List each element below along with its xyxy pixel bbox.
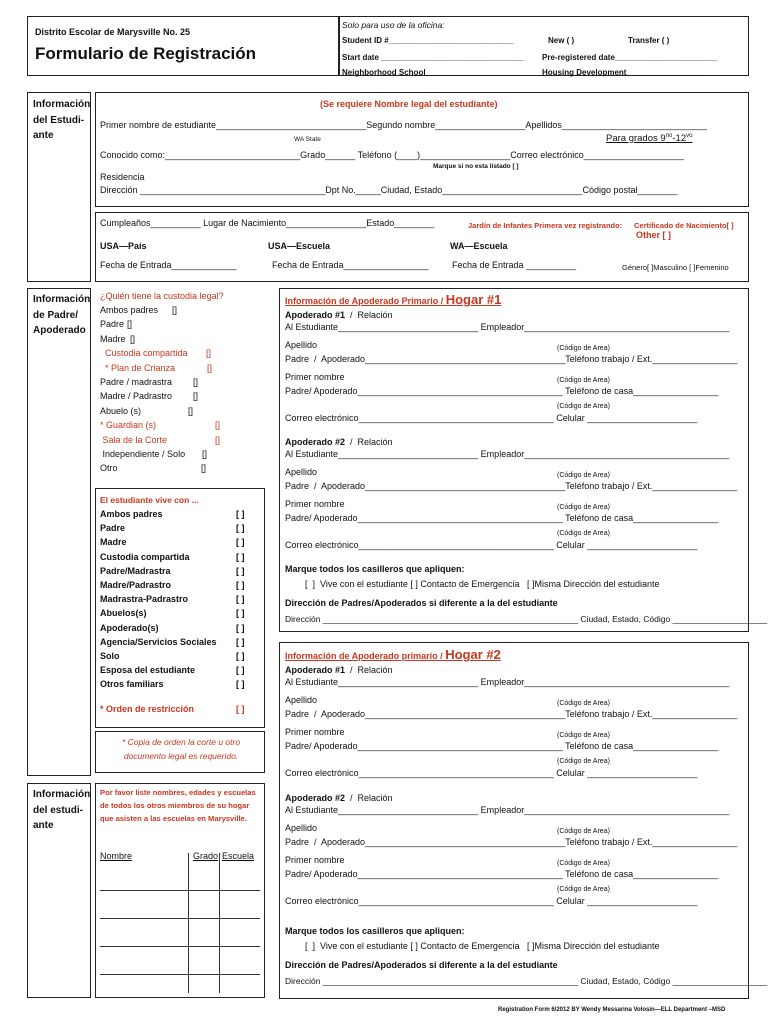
home-2-ap-1-guardian-heading-text: / Relación [345,665,393,675]
home-2-ap-1-first-name-label [285,727,345,737]
lives-with-option-label: Agencia/Servicios Sociales [100,636,217,647]
home-1-ap-2-area-code-label-text: (Código de Area) [557,472,610,479]
home-1-ap-1-area-code-label-text: (Código de Area) [557,403,610,410]
restraining-order-checkbox[interactable]: [ ] [236,704,245,714]
lives-with-option-label: Padre/Madrastra [100,565,171,576]
home-2-ap-2-area-code-label-text: (Código de Area) [557,886,610,893]
home-1-address-field[interactable] [285,614,767,624]
custody-option-checkbox[interactable]: [] [193,377,199,387]
sibling-row-line[interactable] [100,974,260,975]
home-1-ap-1-area-code-label-text: (Código de Area) [557,377,610,384]
home-2-ap-2-employer-field-text: Al Estudiante____________________________ Empleador_________________________________________ [285,805,730,815]
home-1-ap-1-guardian-heading-text: / Relación [345,310,393,320]
home-2-heading-text: Información de Apoderado primario / [285,651,446,661]
home-2-ap-1-work-phone-field-text: Padre / Apoderado________________________________________Teléfono trabajo / Ext._________________ [285,709,738,719]
custody-option-checkbox[interactable]: [] [215,420,221,431]
home-2-ap-2-employer-field[interactable] [285,805,729,815]
not-listed-checkbox[interactable]: Marque si no esta listado [ ] [433,163,519,170]
guardian-side-box [27,288,91,776]
lives-with-option[interactable] [100,566,260,580]
custody-option-label: Independiente / Solo [100,449,186,459]
custody-option-label: Otro [100,463,118,474]
home-2-ap-1-employer-field[interactable] [285,677,729,687]
custody-option[interactable] [100,363,280,377]
form-title: Formulario de Registración [35,44,257,63]
siblings-col-divider-2 [219,853,220,993]
custody-option[interactable] [100,463,280,477]
home-2-ap-1-area-code-label-text: (Código de Area) [557,700,610,707]
transfer-checkbox[interactable]: Transfer ( ) [628,36,670,45]
home-1-ap-1-last-name-label [285,340,317,350]
home-2-ap-2-last-name-label [285,823,317,833]
lives-with-option[interactable] [100,580,260,594]
home-1-ap-1-area-code-label-text: (Código de Area) [557,345,610,352]
lives-with-option[interactable] [100,623,260,637]
home-1-ap-1-guardian-heading-text: Apoderado #1 [285,310,346,320]
guardian-side-label: Información de Padre/ Apoderado [33,294,91,336]
home-1-guardian-1 [285,310,745,430]
lives-with-option[interactable] [100,537,260,551]
home-2-ap-2-area-code-label-text: (Código de Area) [557,860,610,867]
lives-with-option[interactable] [100,665,260,679]
custody-option[interactable] [100,406,280,420]
home-1-heading-big: Hogar #1 [445,292,502,307]
gender-checkboxes[interactable]: Género[ ]Masculino [ ]Femenino [622,263,729,272]
sibling-row-line[interactable] [100,946,260,947]
name-row[interactable]: Primer nombre de estudiante______________________________Segundo nombre__________________Apellidos_____________________________ [100,120,708,130]
home-1-ap-2-employer-field-text: Al Estudiante____________________________ Empleador_________________________________________ [285,449,730,459]
home-2-ap-1-employer-field-text: Al Estudiante____________________________ Empleador_________________________________________ [285,677,730,687]
legal-name-note: (Se requiere Nombre legal del estudiante) [320,99,498,109]
custody-option-label: * Guardian (s) [100,420,157,431]
home-2-ap-1-area-code-label [557,755,610,765]
home-1-ap-2-email-cell-field-text: Correo electrónico_______________________________________ Celular ______________________ [285,540,698,550]
lives-with-option-checkbox[interactable]: [ ] [236,665,245,676]
lives-with-option[interactable] [100,523,260,537]
home-2-guardian-1 [285,665,745,785]
custody-option-label: Madre / Padrastro [100,391,173,402]
custody-option[interactable] [100,305,280,319]
custody-option-checkbox[interactable]: [] [206,348,212,359]
lives-with-option[interactable] [100,594,260,608]
home-2-ap-1-home-phone-field[interactable] [285,741,718,751]
lives-with-option[interactable] [100,651,260,665]
home-2-ap-1-guardian-heading-text: Apoderado #1 [285,665,346,675]
home-1-guardian-2 [285,437,745,557]
home-1-ap-2-area-code-label [557,527,610,537]
home-2-ap-2-home-phone-field[interactable] [285,869,718,879]
home-2-checkbox-title: Marque todos los casilleros que apliquen: [285,926,465,936]
home-1-ap-2-last-name-label [285,467,317,477]
siblings-col-divider-1 [188,853,189,993]
restraining-order-label: * Orden de restricción [100,704,195,714]
custody-option-label: Abuelo (s) [100,405,142,416]
neighborhood-field[interactable]: Neighborhood School ____________________ [342,68,517,77]
siblings-col-grade: Grado [193,851,219,861]
custody-option-checkbox[interactable]: [] [172,305,178,315]
student-side-label: Información del Estudi- ante [33,99,91,141]
home-1-ap-1-first-name-label [285,372,345,382]
wa-escuela-label: WA—Escuela [450,241,508,251]
siblings-col-name: Nombre [100,851,133,861]
home-2-ap-2-area-code-label [557,825,610,835]
home-1-ap-2-home-phone-field[interactable] [285,513,718,523]
home-2-ap-2-work-phone-field-text: Padre / Apoderado________________________________________Teléfono trabajo / Ext._________________ [285,837,738,847]
home-1-ap-1-home-phone-field[interactable] [285,386,718,396]
residence-label: Residencia [100,172,145,182]
home-1-ap-2-home-phone-field-text: Padre/ Apoderado_________________________________________ Teléfono de casa_________________ [285,513,719,523]
home-2-ap-2-area-code-label [557,883,610,893]
lives-with-option[interactable] [100,509,260,523]
lives-with-option-label: Madre/Padrastro [100,580,172,590]
footer-credit: Registration Form 6/2012 BY Wendy Messarina Volosin—ELL Department –MSD [498,1007,726,1013]
home-2-ap-2-guardian-heading-text: / Relación [345,793,393,803]
lives-with-option-checkbox[interactable]: [ ] [236,509,245,519]
home-2-ap-1-email-cell-field[interactable] [285,768,697,778]
custody-option[interactable] [100,377,280,391]
home-2-address-title: Dirección de Padres/Apoderados si diferente a la del estudiante [285,960,558,970]
home-2-ap-1-home-phone-field-text: Padre/ Apoderado_________________________________________ Teléfono de casa_________________ [285,741,719,751]
usa-pais-label: USA—País [100,241,147,251]
lives-with-option-checkbox[interactable]: [ ] [236,565,245,576]
siblings-instructions: Por favor liste nombres, edades y escuelas de todos los otros miembros de su hogar que asisten a las escuelas en Marysville. [100,788,256,823]
siblings-side-label: Información del estudi- ante [33,789,91,831]
home-2-heading-big: Hogar #2 [445,647,501,662]
entry-date-usa-pais[interactable]: Fecha de Entrada_____________ [100,260,237,270]
home-1-ap-2-first-name-label [285,499,345,509]
home-1-ap-2-area-code-label [557,501,610,511]
pre-registered-field[interactable]: Pre-registered date_______________________ [542,53,718,62]
home-1-ap-1-area-code-label [557,374,610,384]
lives-with-option-checkbox[interactable]: [ ] [236,622,245,633]
lives-with-option[interactable] [100,637,260,651]
home-1-ap-2-first-name-label-text: Primer nombre [285,499,345,509]
lives-with-option-label: Abuelos(s) [100,608,147,619]
custody-option[interactable] [100,334,280,348]
home-2-ap-2-email-cell-field[interactable] [285,896,697,906]
home-1-checkbox-options[interactable]: [ ] Vive con el estudiante [ ] Contacto de Emergencia [ ]Misma Dirección del estudiante [305,579,660,589]
custody-option[interactable] [100,348,280,362]
home-2-ap-2-home-phone-field-text: Padre/ Apoderado_________________________________________ Teléfono de casa_________________ [285,869,719,879]
home-2-ap-1-guardian-heading [285,665,393,675]
usa-escuela-label: USA—Escuela [268,241,331,251]
home-2-guardian-2 [285,793,745,913]
home-1-ap-1-employer-field[interactable] [285,322,729,332]
home-1-ap-2-employer-field[interactable] [285,449,729,459]
sibling-row-line[interactable] [100,890,260,891]
lives-with-option-checkbox[interactable]: [ ] [236,679,245,690]
home-1-ap-1-area-code-label [557,342,610,352]
home-1-ap-2-area-code-label [557,469,610,479]
sibling-row-line[interactable] [100,918,260,919]
home-2-ap-2-area-code-label-text: (Código de Area) [557,828,610,835]
home-2-ap-2-area-code-label [557,857,610,867]
lives-with-option[interactable] [100,552,260,566]
custody-option-checkbox[interactable]: [] [127,319,133,330]
lives-with-option-checkbox[interactable]: [ ] [236,523,245,534]
home-2-ap-2-email-cell-field-text: Correo electrónico_______________________________________ Celular ______________________ [285,896,698,906]
home-1-ap-2-work-phone-field[interactable] [285,481,737,491]
home-1-ap-2-area-code-label-text: (Código de Area) [557,504,610,511]
siblings-col-school: Escuela [222,851,255,861]
new-checkbox[interactable]: New ( ) [548,36,575,45]
home-1-ap-1-work-phone-field-text: Padre / Apoderado________________________________________Teléfono trabajo / Ext._________________ [285,354,738,364]
home-1-address-text: Dirección ______________________________________________________ Ciudad, Estado, Código ____________________ [285,614,768,624]
home-2-ap-1-area-code-label-text: (Código de Area) [557,758,610,765]
wa-state-label: WA State [294,136,321,143]
lives-with-option-label: Madrastra-Padrastro [100,594,189,605]
custody-option-checkbox[interactable]: [] [201,463,207,474]
custody-option[interactable] [100,391,280,405]
lives-with-option[interactable] [100,679,260,693]
custody-option-checkbox[interactable]: [] [202,449,208,459]
lives-with-option-label: Esposa del estudiante [100,665,196,676]
home-2-ap-1-work-phone-field[interactable] [285,709,737,719]
lives-with-option-checkbox[interactable]: [ ] [236,636,245,647]
home-2-ap-2-last-name-label-text: Apellido [285,823,318,833]
home-2-ap-1-last-name-label-text: Apellido [285,695,318,705]
home-2-ap-1-last-name-label [285,695,317,705]
lives-with-option-checkbox[interactable]: [ ] [236,551,245,562]
home-1-heading [285,292,501,307]
lives-with-option-checkbox[interactable]: [ ] [236,608,245,619]
home-1-ap-1-work-phone-field[interactable] [285,354,737,364]
entry-date-usa-escuela[interactable]: Fecha de Entrada_________________ [272,260,429,270]
home-1-ap-1-home-phone-field-text: Padre/ Apoderado_________________________________________ Teléfono de casa_________________ [285,386,719,396]
lives-with-option-label: Apoderado(s) [100,622,159,633]
address-row[interactable]: Dirección _____________________________________Dpt No._____Ciudad, Estado____________________________Código postal________ [100,185,678,195]
home-1-ap-2-last-name-label-text: Apellido [285,467,318,477]
home-2-ap-2-work-phone-field[interactable] [285,837,737,847]
birthday-row[interactable]: Cumpleaños__________ Lugar de Nacimiento________________Estado________ [100,218,435,228]
home-2-ap-2-guardian-heading-text: Apoderado #2 [285,793,346,803]
home-1-ap-2-guardian-heading-text: Apoderado #2 [285,437,346,447]
home-1-ap-1-area-code-label [557,400,610,410]
custody-option-label: Custodia compartida [100,348,188,359]
home-2-ap-2-guardian-heading [285,793,393,803]
home-1-ap-2-guardian-heading [285,437,393,447]
home-1-ap-2-area-code-label-text: (Código de Area) [557,530,610,537]
custody-option-label: Sala de la Corte [100,434,168,445]
custody-option-checkbox[interactable]: [] [193,391,199,402]
custody-option[interactable] [100,420,280,434]
lives-with-option-checkbox[interactable]: [ ] [236,651,245,661]
kinder-first-time-label: Jardín de Infantes Primera vez registrando: [468,221,623,230]
home-1-ap-1-email-cell-field-text: Correo electrónico_______________________________________ Celular ______________________ [285,413,698,423]
lives-with-option-checkbox[interactable]: [ ] [236,580,245,590]
home-2-ap-1-area-code-label [557,697,610,707]
home-1-ap-1-employer-field-text: Al Estudiante____________________________ Empleador_________________________________________ [285,322,730,332]
home-2-ap-1-area-code-label-text: (Código de Area) [557,732,610,739]
home-2-ap-1-email-cell-field-text: Correo electrónico_______________________________________ Celular ______________________ [285,768,698,778]
lives-with-title: El estudiante vive con ... [100,495,199,505]
custody-option-label: Ambos padres [100,305,159,315]
custody-option-label: Padre / madrastra [100,377,173,387]
custody-option-label: Padre [100,319,125,330]
lives-with-option-label: Solo [100,651,120,661]
custody-option[interactable] [100,319,280,333]
custody-option-checkbox[interactable]: [] [215,434,221,445]
known-as-row[interactable]: Conocido como:___________________________Grado______ Teléfono (____)__________________Correo electrónico____________________ [100,150,684,160]
custody-option-label: * Plan de Crianza [100,362,176,373]
home-2-checkboxes [285,926,768,992]
custody-option-label: Madre [100,333,126,344]
birth-certificate-checkbox[interactable]: Certificado de Nacimiento[ ] [634,221,734,230]
entry-date-wa-escuela[interactable]: Fecha de Entrada __________ [452,260,577,270]
home-1-ap-2-guardian-heading-text: / Relación [345,437,393,447]
student-id-field[interactable]: Student ID #____________________________ [342,36,514,45]
home-2-heading [285,647,501,662]
lives-with-option-label: Padre [100,523,126,534]
start-date-field[interactable]: Start date ________________________________ [342,53,524,62]
home-1-address-title: Dirección de Padres/Apoderados si diferente a la del estudiante [285,598,558,608]
home-1-ap-1-guardian-heading [285,310,393,320]
home-2-address-field[interactable] [285,976,767,986]
grades-label: Para grados $9^{no}-12^{vo}$ [606,133,693,145]
home-2-checkbox-options[interactable]: [ ] Vive con el estudiante [ ] Contacto de Emergencia [ ]Misma Dirección del estudiante [305,941,660,951]
home-1-ap-1-last-name-label-text: Apellido [285,340,318,350]
court-copy-note: * Copia de orden la corte u otro documento legal es requerido. [121,737,241,761]
lives-with-option-label: Ambos padres [100,509,163,519]
lives-with-option-label: Otros familiars [100,679,164,690]
custody-option[interactable] [100,435,280,449]
custody-option[interactable] [100,449,280,463]
home-1-ap-2-email-cell-field[interactable] [285,540,697,550]
home-1-ap-2-work-phone-field-text: Padre / Apoderado________________________________________Teléfono trabajo / Ext._________________ [285,481,738,491]
custody-option-checkbox[interactable]: [] [207,362,213,373]
custody-option-checkbox[interactable]: [] [188,405,194,416]
lives-with-option-label: Madre [100,537,127,548]
lives-with-option[interactable] [100,608,260,622]
home-2-address-text: Dirección ______________________________________________________ Ciudad, Estado, Código ____________________ [285,976,768,986]
home-1-ap-1-email-cell-field[interactable] [285,413,697,423]
home-2-ap-2-first-name-label [285,855,345,865]
lives-with-option-checkbox[interactable]: [ ] [236,594,245,605]
home-1-checkbox-title: Marque todos los casilleros que apliquen: [285,564,465,574]
other-checkbox[interactable]: Other [ ] [636,230,671,240]
custody-option-checkbox[interactable]: [] [130,333,136,344]
home-1-checkboxes [285,564,768,630]
office-only-label: Solo para uso de la oficina: [342,20,445,30]
custody-question: ¿Quién tiene la custodia legal? [100,291,224,301]
home-2-ap-1-first-name-label-text: Primer nombre [285,727,345,737]
district-name: Distrito Escolar de Marysville No. 25 [35,27,191,37]
home-2-ap-1-area-code-label [557,729,610,739]
lives-with-option-checkbox[interactable]: [ ] [236,537,245,548]
lives-with-option-label: Custodia compartida [100,551,190,562]
home-2-ap-2-first-name-label-text: Primer nombre [285,855,345,865]
home-1-ap-1-first-name-label-text: Primer nombre [285,372,345,382]
housing-field[interactable]: Housing Development ________________ [542,68,700,77]
home-1-heading-text: Información de Apoderado Primario / [285,296,446,306]
